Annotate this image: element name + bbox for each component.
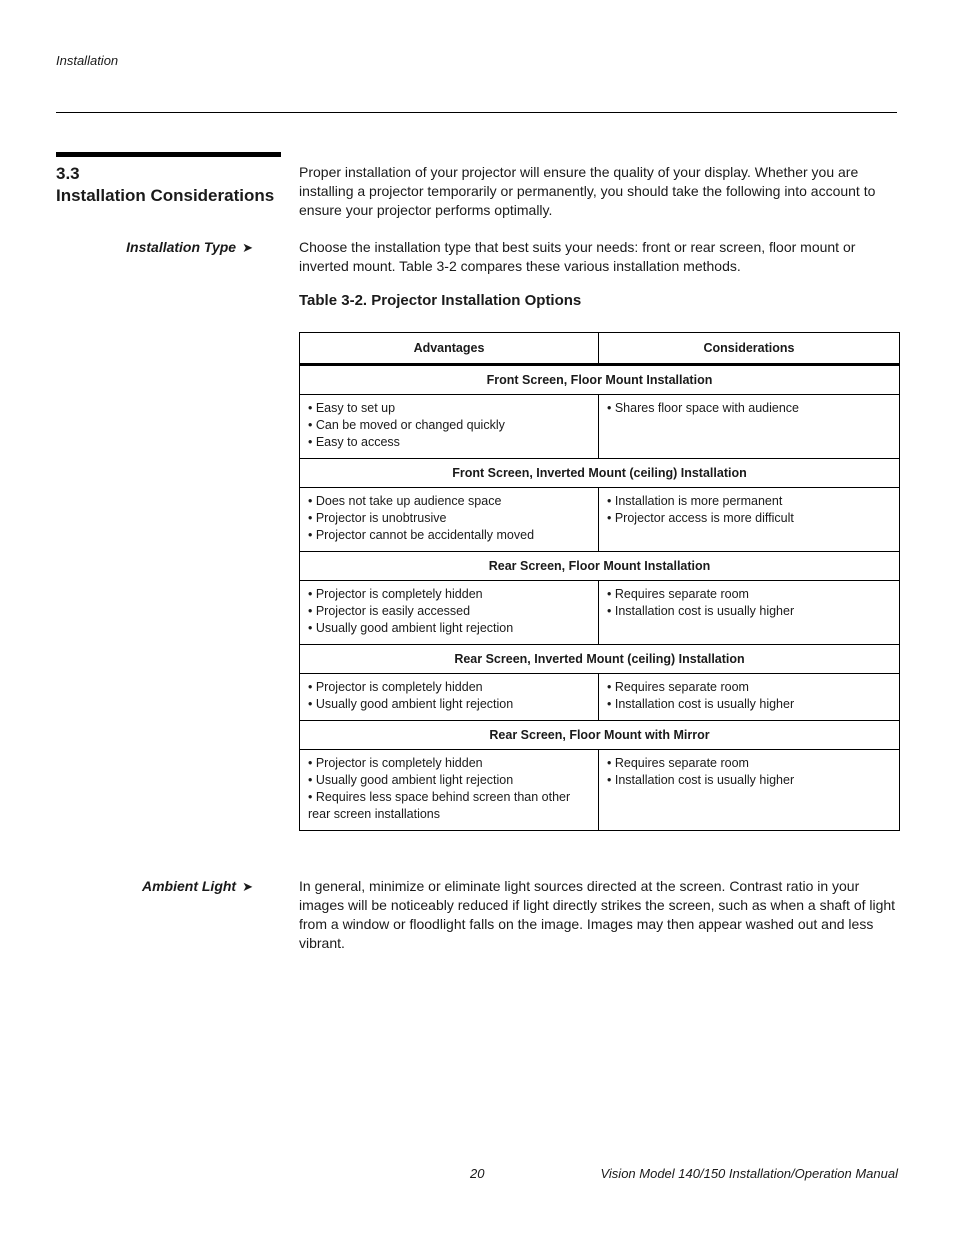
table-group-row xyxy=(300,552,900,581)
list-item: • Installation is more permanent xyxy=(607,494,783,508)
table-body xyxy=(300,365,900,831)
table-header-row xyxy=(300,333,900,365)
list-item: • Requires separate room xyxy=(607,680,749,694)
table-row xyxy=(300,674,900,721)
list-item: • Usually good ambient light rejection xyxy=(308,773,514,787)
list-item: • Requires separate room xyxy=(607,756,749,770)
list-item: • Projector is unobtrusive xyxy=(308,511,447,525)
section-title: Installation Considerations xyxy=(56,186,275,205)
list-item: • Requires less space behind screen than other rear screen installations xyxy=(308,790,571,821)
group-title: Rear Screen, Floor Mount with Mirror xyxy=(300,721,900,750)
column-header-considerations: Considerations xyxy=(599,333,900,365)
page-number: 20 xyxy=(470,1166,485,1181)
advantages-cell xyxy=(300,488,599,552)
table-caption: Table 3-2. Projector Installation Options xyxy=(299,292,582,309)
list-item: • Can be moved or changed quickly xyxy=(308,418,505,432)
table-group-row xyxy=(300,365,900,395)
installation-options-table xyxy=(299,332,900,831)
advantages-cell xyxy=(300,674,599,721)
list-item: • Usually good ambient light rejection xyxy=(308,621,514,635)
installation-type-paragraph: Choose the installation type that best suits your needs: front or rear screen, floor mount or inverted mount. Table 3-2 compares these various installation methods. xyxy=(299,239,856,274)
advantages-cell xyxy=(300,395,599,459)
group-title: Front Screen, Inverted Mount (ceiling) Installation xyxy=(300,459,900,488)
header-rule xyxy=(56,112,897,113)
table-group-row xyxy=(300,459,900,488)
list-item: • Requires separate room xyxy=(607,587,749,601)
list-item: • Easy to access xyxy=(308,435,400,449)
advantages-cell xyxy=(300,750,599,831)
advantages-cell xyxy=(300,581,599,645)
list-item: • Projector is completely hidden xyxy=(308,680,483,694)
arrow-right-icon: ➤ xyxy=(242,879,253,894)
column-header-advantages: Advantages xyxy=(300,333,599,365)
considerations-cell xyxy=(599,581,900,645)
table-row xyxy=(300,750,900,831)
list-item: • Projector is easily accessed xyxy=(308,604,471,618)
list-item: • Usually good ambient light rejection xyxy=(308,697,514,711)
ambient-light-heading xyxy=(31,878,253,895)
list-item: • Easy to set up xyxy=(308,401,396,415)
list-item: • Projector is completely hidden xyxy=(308,756,483,770)
section-number: 3.3 xyxy=(56,164,80,183)
group-title: Rear Screen, Inverted Mount (ceiling) Installation xyxy=(300,645,900,674)
list-item: • Installation cost is usually higher xyxy=(607,604,795,618)
list-item: • Installation cost is usually higher xyxy=(607,773,795,787)
table-row xyxy=(300,488,900,552)
list-item: • Projector access is more difficult xyxy=(607,511,794,525)
considerations-cell xyxy=(599,750,900,831)
list-item: • Projector cannot be accidentally moved xyxy=(308,528,535,542)
table-row xyxy=(300,581,900,645)
considerations-cell xyxy=(599,488,900,552)
table-row xyxy=(300,395,900,459)
list-item: • Shares floor space with audience xyxy=(607,401,799,415)
arrow-right-icon: ➤ xyxy=(242,240,253,255)
table-group-row xyxy=(300,645,900,674)
considerations-cell xyxy=(599,395,900,459)
ambient-light-paragraph: In general, minimize or eliminate light sources directed at the screen. Contrast ratio in your images will be noticeably reduced if light directly strikes the screen, such as when a shaft of light from a window or floodlight falls on the image. Images may then appear washed out and less vibrant. xyxy=(299,878,896,951)
installation-type-heading xyxy=(31,239,253,256)
intro-paragraph: Proper installation of your projector will ensure the quality of your display. Whether you are installing a projector temporarily or permanently, you should take the following into account to ensure your projector performs optimally. xyxy=(299,164,876,218)
list-item: • Installation cost is usually higher xyxy=(607,697,795,711)
manual-title: Vision Model 140/150 Installation/Operation Manual xyxy=(600,1166,898,1181)
installation-type-label: Installation Type xyxy=(126,239,237,255)
list-item: • Projector is completely hidden xyxy=(308,587,483,601)
considerations-cell xyxy=(599,674,900,721)
ambient-light-label: Ambient Light xyxy=(141,878,237,894)
group-title: Front Screen, Floor Mount Installation xyxy=(300,365,900,395)
group-title: Rear Screen, Floor Mount Installation xyxy=(300,552,900,581)
table-group-row xyxy=(300,721,900,750)
running-head: Installation xyxy=(56,53,119,68)
section-bar xyxy=(56,152,281,157)
list-item: • Does not take up audience space xyxy=(308,494,502,508)
